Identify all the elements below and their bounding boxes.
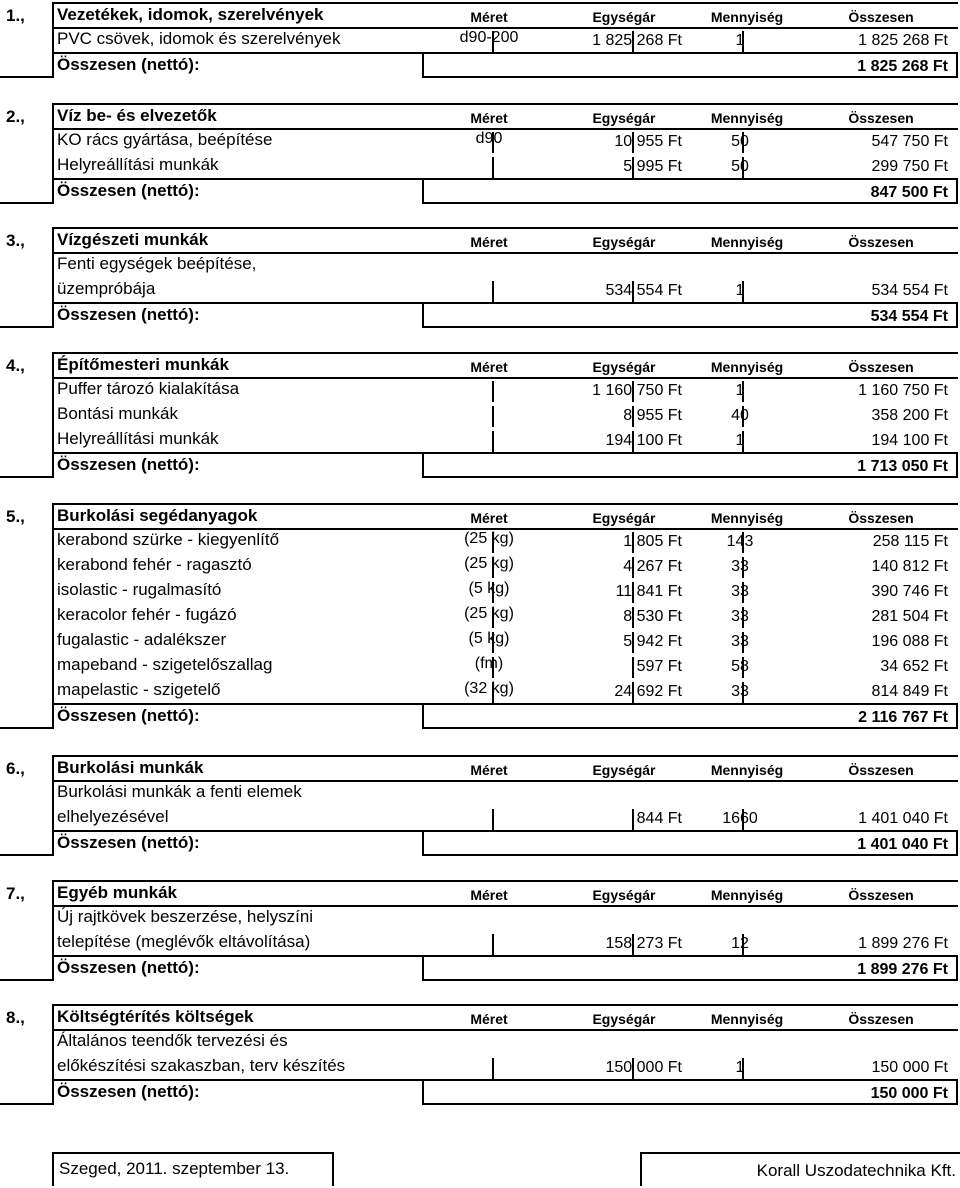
section-title: Vízgészeti munkák (57, 230, 209, 249)
item-unit-price: 8 955 Ft (623, 407, 682, 424)
item-total: 281 504 Ft (871, 608, 948, 625)
cell-divider (632, 934, 634, 955)
item-quantity: 1 (735, 382, 745, 399)
cell-divider (492, 809, 494, 830)
section-header (52, 352, 958, 379)
section-total-row (52, 52, 958, 78)
cell-divider (742, 431, 744, 452)
total-row-bottom-border (422, 979, 958, 981)
item-quantity: 50 (731, 133, 749, 150)
section-total-label: Összesen (nettó): (57, 833, 200, 852)
cell-divider (742, 381, 744, 402)
section-total-value: 847 500 Ft (870, 184, 948, 201)
column-header-egysegar: Egységár (592, 510, 656, 526)
table-row (52, 1029, 958, 1079)
item-total: 194 100 Ft (871, 432, 948, 449)
section-number-box (0, 103, 54, 204)
item-total: 1 825 268 Ft (858, 32, 948, 49)
section-title: Vezetékek, idomok, szerelvények (57, 5, 324, 24)
column-header-osszesen: Összesen (848, 762, 914, 778)
cell-divider (632, 557, 634, 578)
column-header-mennyiseg: Mennyiség (710, 234, 784, 250)
table-row (52, 905, 958, 955)
item-quantity: 33 (731, 608, 749, 625)
item-total: 1 899 276 Ft (858, 935, 948, 952)
table-row (52, 528, 958, 553)
total-row-bottom-border (422, 854, 958, 856)
section-title: Víz be- és elvezetők (57, 106, 217, 125)
cell-divider (742, 532, 744, 553)
column-header-meret: Méret (470, 887, 508, 903)
cell-divider (492, 381, 494, 402)
item-size: d90 (475, 130, 503, 147)
footer-date: Szeged, 2011. szeptember 13. (59, 1159, 290, 1178)
item-quantity: 1 (735, 32, 745, 49)
cell-divider (492, 157, 494, 178)
total-value-box-right (956, 452, 958, 476)
table-row (52, 377, 958, 402)
cell-divider (492, 557, 494, 578)
cell-divider (492, 31, 494, 52)
table-row (52, 402, 958, 427)
item-unit-price: 1 805 Ft (623, 533, 682, 550)
section-1 (0, 2, 960, 78)
section-header (52, 755, 958, 782)
item-size: (25 kg) (464, 605, 514, 622)
cell-divider (492, 431, 494, 452)
section-total-label: Összesen (nettó): (57, 455, 200, 474)
footer-company-box (640, 1152, 960, 1186)
cell-divider (632, 1058, 634, 1079)
cell-divider (492, 682, 494, 703)
item-total: 299 750 Ft (871, 158, 948, 175)
section-title: Burkolási segédanyagok (57, 506, 258, 525)
column-header-osszesen: Összesen (848, 234, 914, 250)
item-name: Bontási munkák (57, 404, 178, 423)
item-total: 534 554 Ft (871, 282, 948, 299)
section-total-value: 1 713 050 Ft (857, 458, 948, 475)
total-value-box-right (956, 1079, 958, 1103)
column-header-mennyiseg: Mennyiség (710, 9, 784, 25)
item-name: Helyreállítási munkák (57, 155, 219, 174)
item-unit-price: 844 Ft (636, 810, 682, 827)
total-value-box-right (956, 955, 958, 979)
cell-divider (632, 582, 634, 603)
total-value-box-right (956, 178, 958, 202)
cell-divider (742, 582, 744, 603)
section-total-label: Összesen (nettó): (57, 1082, 200, 1101)
cell-divider (492, 132, 494, 153)
item-size: (25 kg) (464, 530, 514, 547)
section-title: Burkolási munkák (57, 758, 204, 777)
section-total-value: 1 401 040 Ft (857, 836, 948, 853)
table-row (52, 252, 958, 302)
column-header-osszesen: Összesen (848, 887, 914, 903)
section-header (52, 1004, 958, 1031)
section-number-box (0, 755, 54, 856)
column-header-mennyiseg: Mennyiség (710, 110, 784, 126)
cell-divider (492, 607, 494, 628)
item-unit-price: 11 841 Ft (615, 583, 682, 600)
item-name: telepítése (meglévők eltávolítása) (57, 932, 311, 951)
item-quantity: 50 (731, 158, 749, 175)
item-unit-price: 1 825 268 Ft (592, 32, 682, 49)
item-unit-price: 597 Ft (636, 658, 682, 675)
section-title: Építőmesteri munkák (57, 355, 229, 374)
item-name: isolastic - rugalmasító (57, 580, 222, 599)
section-total-row (52, 452, 958, 478)
item-size: (5 kg) (468, 580, 510, 597)
item-unit-price: 5 995 Ft (623, 158, 682, 175)
section-header (52, 880, 958, 907)
cell-divider (632, 381, 634, 402)
item-quantity: 33 (731, 683, 749, 700)
column-header-meret: Méret (470, 510, 508, 526)
column-header-osszesen: Összesen (848, 359, 914, 375)
section-header (52, 2, 958, 29)
section-total-row (52, 178, 958, 204)
item-unit-price: 5 942 Ft (623, 633, 682, 650)
cell-divider (632, 682, 634, 703)
section-3 (0, 227, 960, 328)
cell-divider (632, 809, 634, 830)
column-header-meret: Méret (470, 9, 508, 25)
column-header-mennyiseg: Mennyiség (710, 359, 784, 375)
cell-divider (492, 281, 494, 302)
total-row-top-border (52, 955, 958, 957)
column-header-osszesen: Összesen (848, 110, 914, 126)
item-quantity: 33 (731, 583, 749, 600)
section-number: 3., (6, 231, 25, 250)
total-row-bottom-border (422, 326, 958, 328)
cell-divider (632, 132, 634, 153)
item-quantity: 12 (731, 935, 749, 952)
total-value-box-left (422, 955, 424, 979)
item-total: 258 115 Ft (872, 533, 948, 550)
section-number-box (0, 227, 54, 328)
column-header-meret: Méret (470, 762, 508, 778)
section-number: 7., (6, 884, 25, 903)
section-top-border (52, 103, 958, 105)
item-name: kerabond szürke - kiegyenlítő (57, 530, 280, 549)
cell-divider (632, 157, 634, 178)
table-row (52, 628, 958, 653)
cell-divider (632, 431, 634, 452)
cell-divider (742, 557, 744, 578)
cell-divider (742, 809, 744, 830)
item-quantity: 40 (731, 407, 749, 424)
cell-divider (492, 934, 494, 955)
table-row (52, 427, 958, 452)
cell-divider (742, 406, 744, 427)
item-name: PVC csövek, idomok és szerelvények (57, 29, 341, 48)
section-number-box (0, 503, 54, 729)
item-name: Puffer tározó kialakítása (57, 379, 240, 398)
table-row (52, 153, 958, 178)
section-number: 2., (6, 107, 25, 126)
cell-divider (632, 657, 634, 678)
section-number: 8., (6, 1008, 25, 1027)
item-total: 1 160 750 Ft (858, 382, 948, 399)
cell-divider (742, 132, 744, 153)
section-total-value: 2 116 767 Ft (858, 709, 948, 726)
column-header-mennyiseg: Mennyiség (710, 1011, 784, 1027)
section-total-label: Összesen (nettó): (57, 706, 200, 725)
section-total-label: Összesen (nettó): (57, 305, 200, 324)
item-name: fugalastic - adalékszer (57, 630, 227, 649)
item-size: (32 kg) (464, 680, 514, 697)
cell-divider (492, 632, 494, 653)
item-unit-price: 1 160 750 Ft (592, 382, 682, 399)
item-unit-price: 158 273 Ft (605, 935, 682, 952)
column-header-osszesen: Összesen (848, 1011, 914, 1027)
total-value-box-right (956, 830, 958, 854)
column-header-egysegar: Egységár (592, 887, 656, 903)
item-quantity: 1 (735, 282, 745, 299)
item-name: üzempróbája (57, 279, 156, 298)
cell-divider (632, 406, 634, 427)
section-total-row (52, 703, 958, 729)
item-unit-price: 24 692 Ft (614, 683, 682, 700)
item-name: mapeband - szigetelőszallag (57, 655, 273, 674)
cell-divider (742, 934, 744, 955)
section-total-value: 150 000 Ft (870, 1085, 948, 1102)
total-value-box-right (956, 703, 958, 727)
cell-divider (742, 632, 744, 653)
item-unit-price: 150 000 Ft (605, 1059, 682, 1076)
section-6 (0, 755, 960, 856)
total-value-box-left (422, 830, 424, 854)
footer-company: Korall Uszodatechnika Kft. (756, 1161, 956, 1180)
section-5 (0, 503, 960, 729)
total-value-box-right (956, 302, 958, 326)
column-header-egysegar: Egységár (592, 110, 656, 126)
section-header (52, 503, 958, 530)
total-value-box-right (956, 52, 958, 76)
item-total: 140 812 Ft (871, 558, 948, 575)
section-top-border (52, 2, 958, 4)
total-value-box-left (422, 703, 424, 727)
item-name: mapelastic - szigetelő (57, 680, 221, 699)
section-number: 6., (6, 759, 25, 778)
section-number-box (0, 2, 54, 78)
item-quantity: 58 (731, 658, 749, 675)
section-4 (0, 352, 960, 478)
section-total-row (52, 1079, 958, 1105)
section-number: 4., (6, 356, 25, 375)
item-unit-price: 10 955 Ft (614, 133, 682, 150)
total-row-top-border (52, 830, 958, 832)
total-row-top-border (52, 302, 958, 304)
cell-divider (742, 281, 744, 302)
item-total: 34 652 Ft (880, 658, 948, 675)
item-name: Fenti egységek beépítése, (57, 254, 257, 273)
section-top-border (52, 755, 958, 757)
table-row (52, 553, 958, 578)
section-total-label: Összesen (nettó): (57, 55, 200, 74)
total-row-top-border (52, 703, 958, 705)
item-name: Helyreállítási munkák (57, 429, 219, 448)
column-header-egysegar: Egységár (592, 762, 656, 778)
cell-divider (492, 1058, 494, 1079)
cell-divider (632, 632, 634, 653)
table-row (52, 678, 958, 703)
total-value-box-left (422, 178, 424, 202)
total-row-top-border (52, 52, 958, 54)
cell-divider (632, 281, 634, 302)
section-total-row (52, 302, 958, 328)
section-number-box (0, 880, 54, 981)
cell-divider (742, 607, 744, 628)
section-number: 5., (6, 507, 25, 526)
cell-divider (632, 532, 634, 553)
footer-date-box (52, 1152, 334, 1186)
total-value-box-left (422, 1079, 424, 1103)
item-unit-price: 8 530 Ft (623, 608, 682, 625)
total-row-bottom-border (422, 1103, 958, 1105)
item-name: elhelyezésével (57, 807, 169, 826)
table-row (52, 603, 958, 628)
section-total-row (52, 955, 958, 981)
total-row-bottom-border (422, 476, 958, 478)
section-total-label: Összesen (nettó): (57, 181, 200, 200)
table-row (52, 128, 958, 153)
section-number-box (0, 1004, 54, 1105)
total-row-bottom-border (422, 727, 958, 729)
item-name: keracolor fehér - fugázó (57, 605, 237, 624)
column-header-egysegar: Egységár (592, 9, 656, 25)
item-total: 196 088 Ft (871, 633, 948, 650)
cell-divider (742, 682, 744, 703)
section-top-border (52, 880, 958, 882)
item-unit-price: 534 554 Ft (605, 282, 682, 299)
item-quantity: 1660 (722, 810, 758, 827)
item-total: 390 746 Ft (871, 583, 948, 600)
column-header-mennyiseg: Mennyiség (710, 887, 784, 903)
table-row (52, 27, 958, 52)
item-name: Új rajtkövek beszerzése, helyszíni (57, 907, 314, 926)
section-title: Költségtérítés költségek (57, 1007, 254, 1026)
column-header-osszesen: Összesen (848, 9, 914, 25)
cell-divider (492, 657, 494, 678)
item-total: 150 000 Ft (871, 1059, 948, 1076)
cell-divider (492, 406, 494, 427)
cell-divider (742, 31, 744, 52)
section-2 (0, 103, 960, 204)
item-name: Általános teendők tervezési és (57, 1031, 288, 1050)
table-row (52, 578, 958, 603)
total-value-box-left (422, 52, 424, 76)
item-size: d90-200 (459, 29, 519, 46)
item-name: előkészítési szakaszban, terv készítés (57, 1056, 346, 1075)
item-quantity: 33 (731, 558, 749, 575)
column-header-mennyiseg: Mennyiség (710, 762, 784, 778)
column-header-meret: Méret (470, 359, 508, 375)
section-top-border (52, 352, 958, 354)
column-header-meret: Méret (470, 234, 508, 250)
cell-divider (742, 657, 744, 678)
item-size: (fm) (474, 655, 504, 672)
item-quantity: 143 (726, 533, 754, 550)
column-header-meret: Méret (470, 110, 508, 126)
section-number-box (0, 352, 54, 478)
item-quantity: 33 (731, 633, 749, 650)
item-unit-price: 194 100 Ft (605, 432, 682, 449)
item-total: 814 849 Ft (871, 683, 948, 700)
item-size: (25 kg) (464, 555, 514, 572)
section-8 (0, 1004, 960, 1105)
cell-divider (632, 607, 634, 628)
item-quantity: 1 (735, 432, 745, 449)
cell-divider (492, 532, 494, 553)
section-total-value: 534 554 Ft (870, 308, 948, 325)
section-7 (0, 880, 960, 981)
total-row-top-border (52, 1079, 958, 1081)
section-number: 1., (6, 6, 25, 25)
table-row (52, 780, 958, 830)
item-name: KO rács gyártása, beépítése (57, 130, 273, 149)
item-total: 358 200 Ft (871, 407, 948, 424)
item-name: kerabond fehér - ragasztó (57, 555, 252, 574)
section-total-row (52, 830, 958, 856)
item-total: 1 401 040 Ft (858, 810, 948, 827)
section-top-border (52, 503, 958, 505)
item-quantity: 1 (735, 1059, 745, 1076)
total-value-box-left (422, 452, 424, 476)
item-total: 547 750 Ft (871, 133, 948, 150)
section-top-border (52, 1004, 958, 1006)
section-title: Egyéb munkák (57, 883, 177, 902)
cell-divider (492, 582, 494, 603)
cell-divider (632, 31, 634, 52)
total-row-top-border (52, 452, 958, 454)
column-header-mennyiseg: Mennyiség (710, 510, 784, 526)
total-row-top-border (52, 178, 958, 180)
table-row (52, 653, 958, 678)
column-header-meret: Méret (470, 1011, 508, 1027)
section-total-value: 1 899 276 Ft (857, 961, 948, 978)
section-top-border (52, 227, 958, 229)
item-unit-price: 4 267 Ft (623, 558, 682, 575)
column-header-egysegar: Egységár (592, 1011, 656, 1027)
column-header-egysegar: Egységár (592, 359, 656, 375)
item-name: Burkolási munkák a fenti elemek (57, 782, 302, 801)
column-header-egysegar: Egységár (592, 234, 656, 250)
section-total-value: 1 825 268 Ft (857, 58, 948, 75)
total-row-bottom-border (422, 76, 958, 78)
total-value-box-left (422, 302, 424, 326)
item-size: (5 kg) (468, 630, 510, 647)
cell-divider (742, 1058, 744, 1079)
total-row-bottom-border (422, 202, 958, 204)
section-header (52, 227, 958, 254)
section-total-label: Összesen (nettó): (57, 958, 200, 977)
column-header-osszesen: Összesen (848, 510, 914, 526)
section-header (52, 103, 958, 130)
cell-divider (742, 157, 744, 178)
